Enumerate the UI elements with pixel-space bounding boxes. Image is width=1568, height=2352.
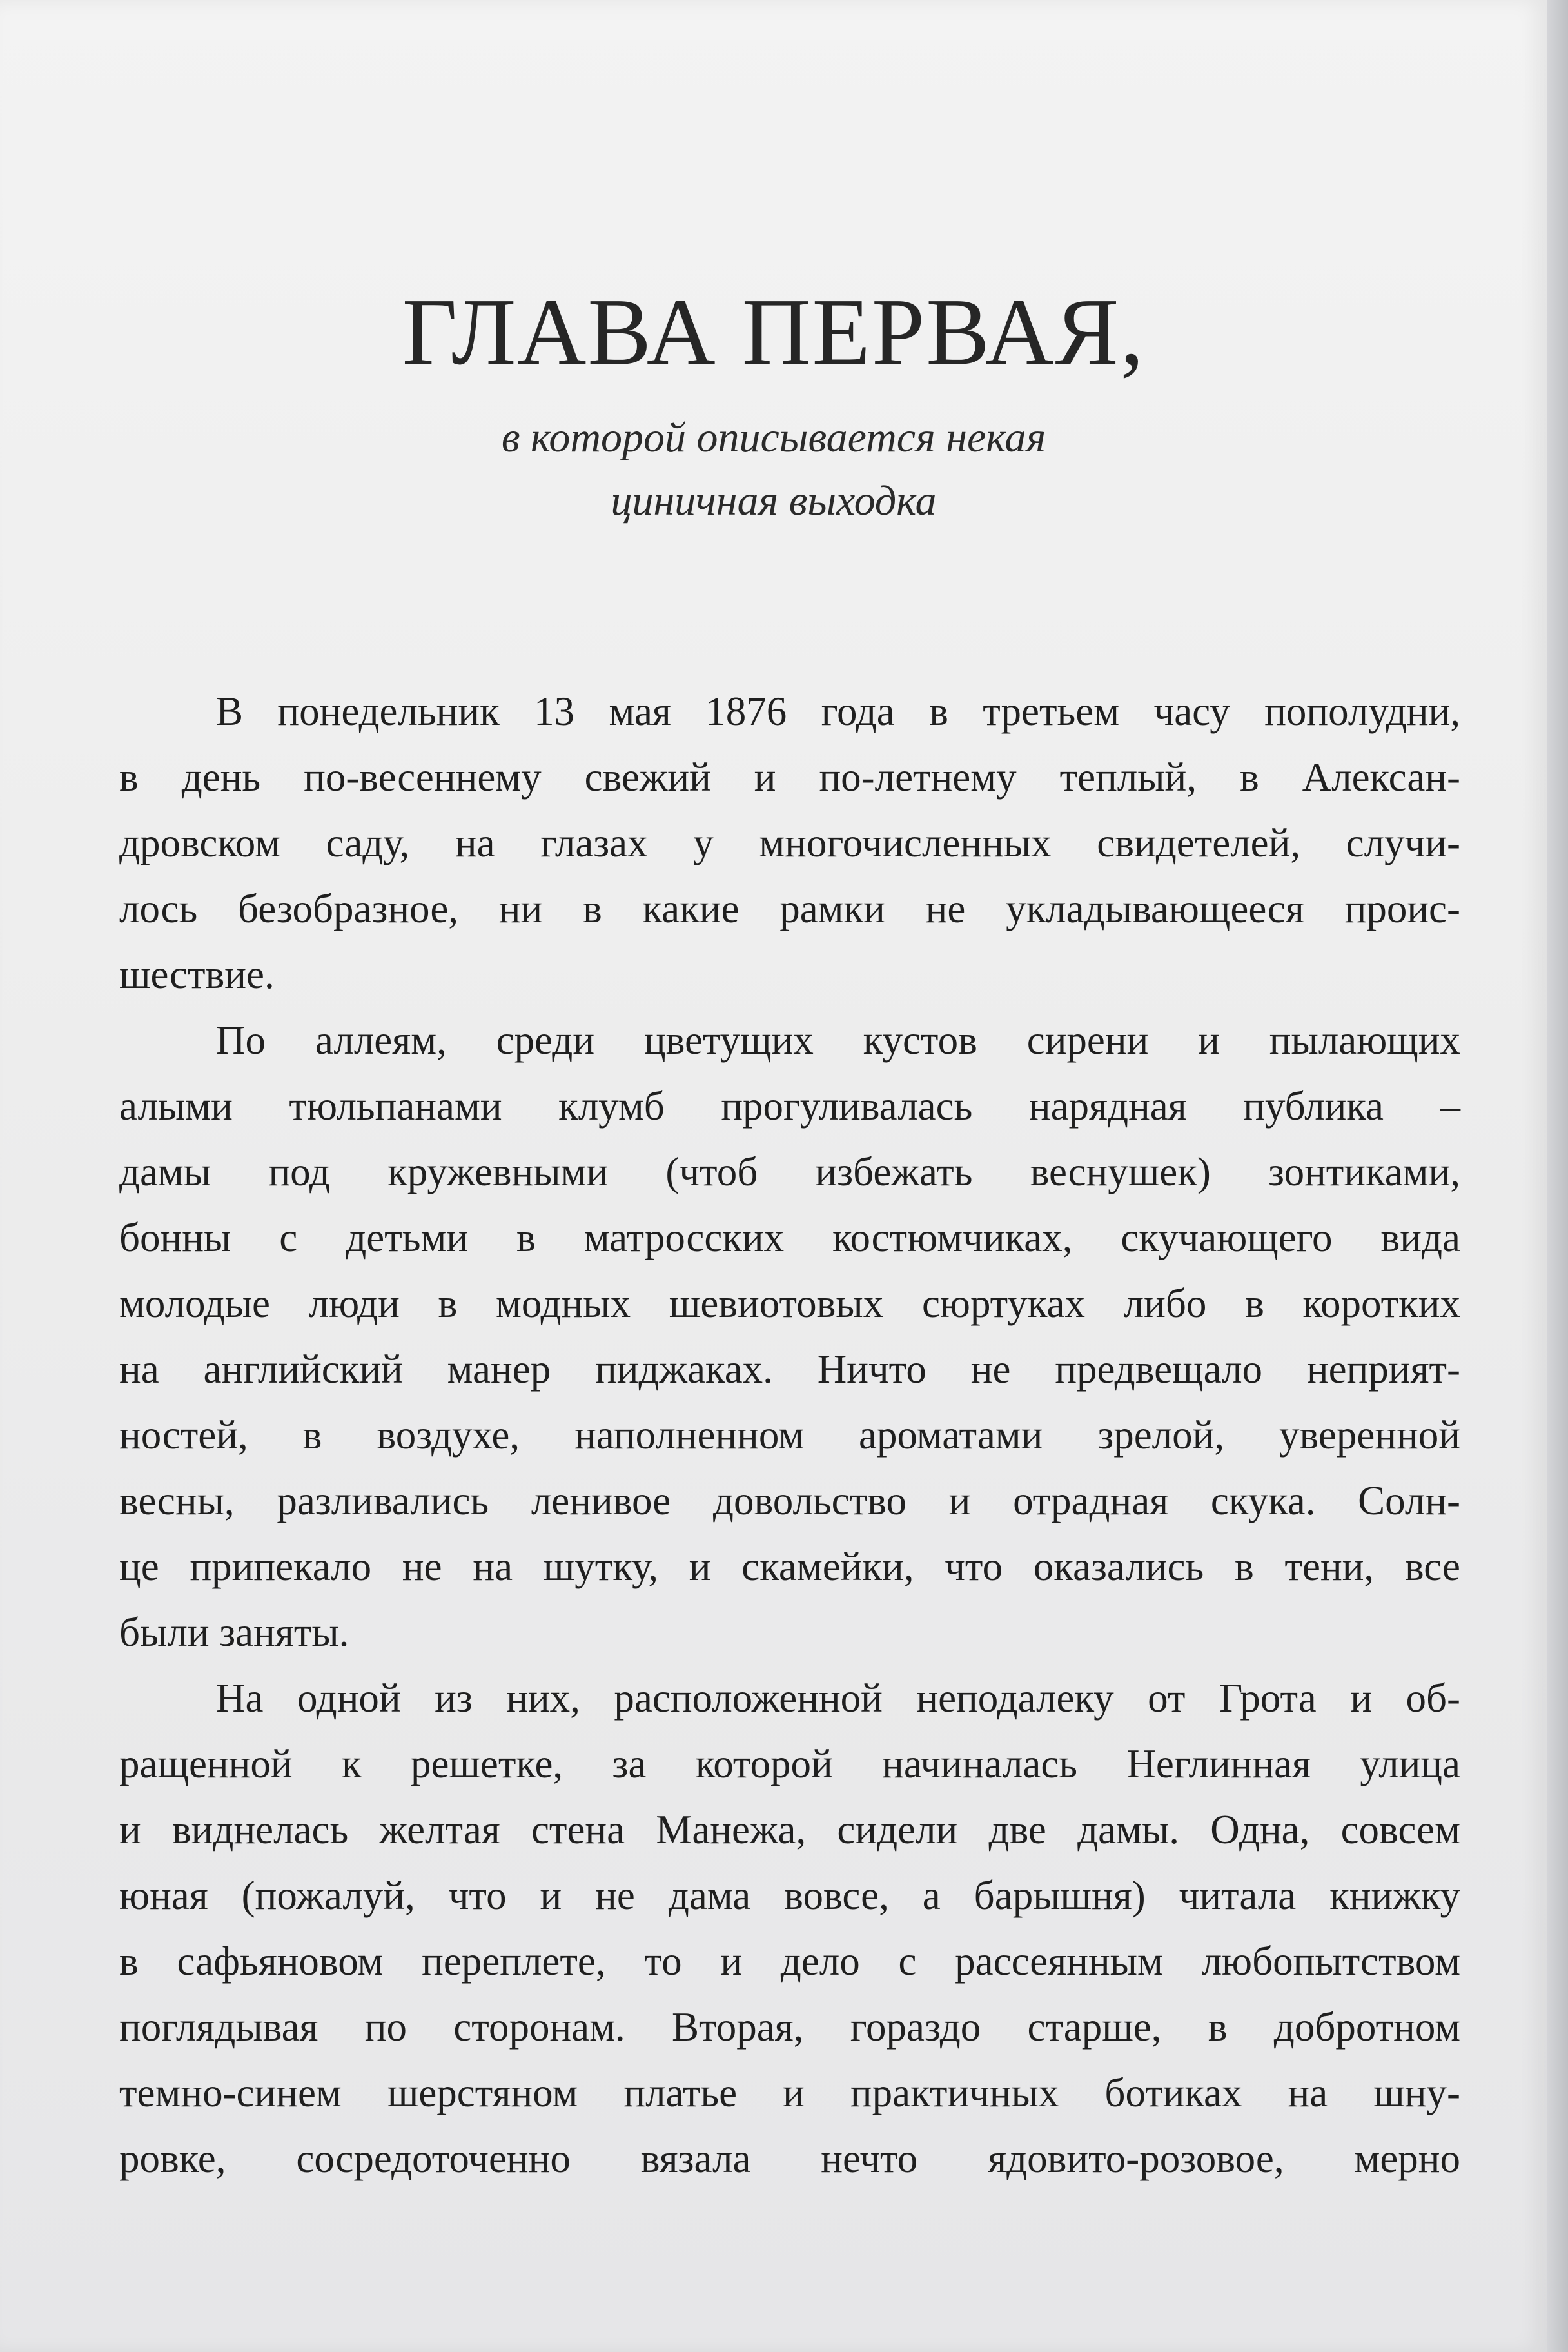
- text-line: На одной из них, расположенной неподалеку от Грота и об-: [216, 1675, 1460, 1721]
- text-line: в день по-весеннему свежий и по-летнему теплый, в Алексан-: [119, 755, 1460, 800]
- text-line: на английский манер пиджаках. Ничто не предвещало неприят-: [119, 1347, 1460, 1392]
- text-line: и виднелась желтая стена Манежа, сидели две дамы. Одна, совсем: [119, 1807, 1460, 1852]
- text-line: дровском саду, на глазах у многочисленных свидетелей, случи-: [119, 820, 1460, 865]
- chapter-body: [119, 678, 1460, 2191]
- text-line: молодые люди в модных шевиотовых сюртуках либо в коротких: [119, 1281, 1460, 1326]
- text-line: шествие.: [119, 952, 275, 997]
- text-line: бонны с детьми в матросских костюмчиках, скучающего вида: [119, 1215, 1460, 1260]
- text-line: поглядывая по сторонам. Вторая, гораздо старше, в добротном: [119, 2004, 1460, 2050]
- paragraph: [119, 678, 1460, 1007]
- text-line: весны, разливались ленивое довольство и отрадная скука. Солн-: [119, 1478, 1460, 1523]
- text-line: юная (пожалуй, что и не дама вовсе, а барышня) читала книжку: [119, 1873, 1460, 1918]
- text-line: В понедельник 13 мая 1876 года в третьем часу пополудни,: [216, 689, 1460, 734]
- page-edge: [1547, 0, 1568, 2352]
- text-line: це припекало не на шутку, и скамейки, что оказались в тени, все: [119, 1544, 1460, 1589]
- text-line: ностей, в воздухе, наполненном ароматами зрелой, уверенной: [119, 1412, 1460, 1458]
- chapter-subtitle: [0, 406, 1547, 533]
- text-line: лось безобразное, ни в какие рамки не укладывающееся проис-: [119, 886, 1460, 931]
- text-line: По аллеям, среди цветущих кустов сирени и пылающих: [216, 1018, 1460, 1063]
- text-line: алыми тюльпанами клумб прогуливалась нарядная публика –: [119, 1083, 1460, 1129]
- subtitle-line: циничная выходка: [611, 477, 937, 524]
- subtitle-line: в которой описывается некая: [501, 414, 1046, 461]
- text-line: дамы под кружевными (чтоб избежать веснушек) зонтиками,: [119, 1149, 1460, 1194]
- text-line: были заняты.: [119, 1610, 349, 1655]
- paragraph: [119, 1007, 1460, 1665]
- paragraph: [119, 1665, 1460, 2191]
- text-line: темно-синем шерстяном платье и практичных ботиках на шну-: [119, 2070, 1460, 2115]
- text-line: ращенной к решетке, за которой начиналась Неглинная улица: [119, 1741, 1460, 1786]
- chapter-title: ГЛАВА ПЕРВАЯ,: [402, 279, 1146, 385]
- text-line: ровке, сосредоточенно вязала нечто ядовито-розовое, мерно: [119, 2136, 1460, 2181]
- text-line: в сафьяновом переплете, то и дело с рассеянным любопытством: [119, 1939, 1460, 1984]
